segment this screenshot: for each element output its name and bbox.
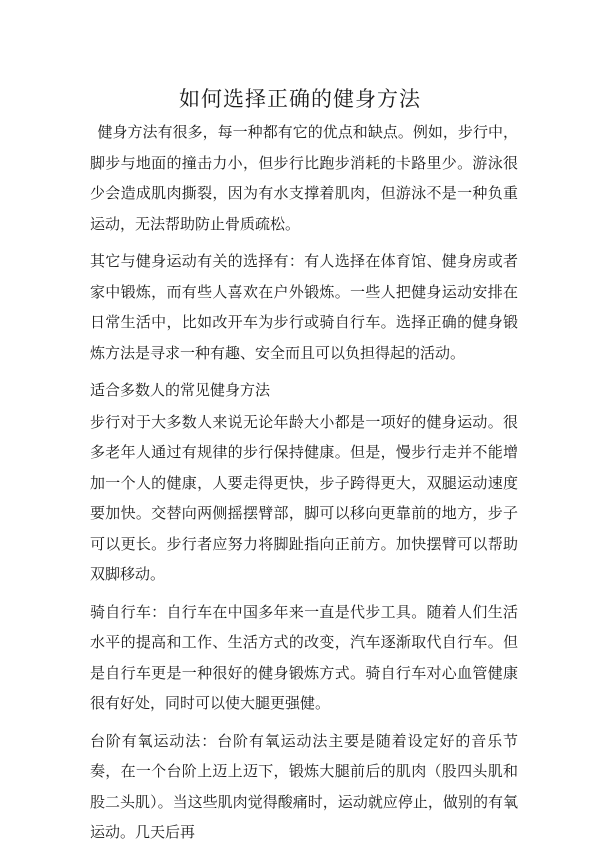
document-title: 如何选择正确的健身方法 (179, 87, 421, 111)
paragraph-step-aerobics: 台阶有氧运动法：台阶有氧运动法主要是随着设定好的音乐节奏，在一个台阶上迈上迈下，锻炼大腿前后的肌肉（股四头肌和股二头肌）。当这些肌肉觉得酸痛时，运动就应停止，做别的有氧运动。几天后再 (90, 731, 518, 841)
paragraph-cycling: 骑自行车：自行车在中国多年来一直是代步工具。随着人们生活水平的提高和工作、生活方式的改变，汽车逐渐取代自行车。但是自行车更是一种很好的健身锻炼方式。骑自行车对心血管健康很有好处，同时可以使大腿更强健。 (90, 602, 518, 712)
section-heading-common-methods: 适合多数人的常见健身方法 (90, 381, 271, 399)
paragraph-walking: 步行对于大多数人来说无论年龄大小都是一项好的健身运动。很多老年人通过有规律的步行保持健康。但是，慢步行走并不能增加一个人的健康，人要走得更快，步子跨得更大，双腿运动速度要加快。交替向两侧摇摆臂部，脚可以移向更靠前的地方，步子可以更长。步行者应努力将脚趾指向正前方。加快摆臂可以帮助双脚移动。 (90, 412, 518, 583)
document-body (90, 117, 518, 855)
paragraph-fitness-methods-overview: 健身方法有很多，每一种都有它的优点和缺点。例如，步行中，脚步与地面的撞击力小，但步行比跑步消耗的卡路里少。游泳很少会造成肌肉撕裂，因为有水支撑着肌肉，但游泳不是一种负重运动，无法帮助防止骨质疏松。 (90, 123, 518, 233)
paragraph-other-choices: 其它与健身运动有关的选择有：有人选择在体育馆、健身房或者家中锻炼，而有些人喜欢在户外锻炼。一些人把健身运动安排在日常生活中，比如改开车为步行或骑自行车。选择正确的健身锻炼方法是寻求一种有趣、安全而且可以负担得起的活动。 (90, 252, 518, 362)
